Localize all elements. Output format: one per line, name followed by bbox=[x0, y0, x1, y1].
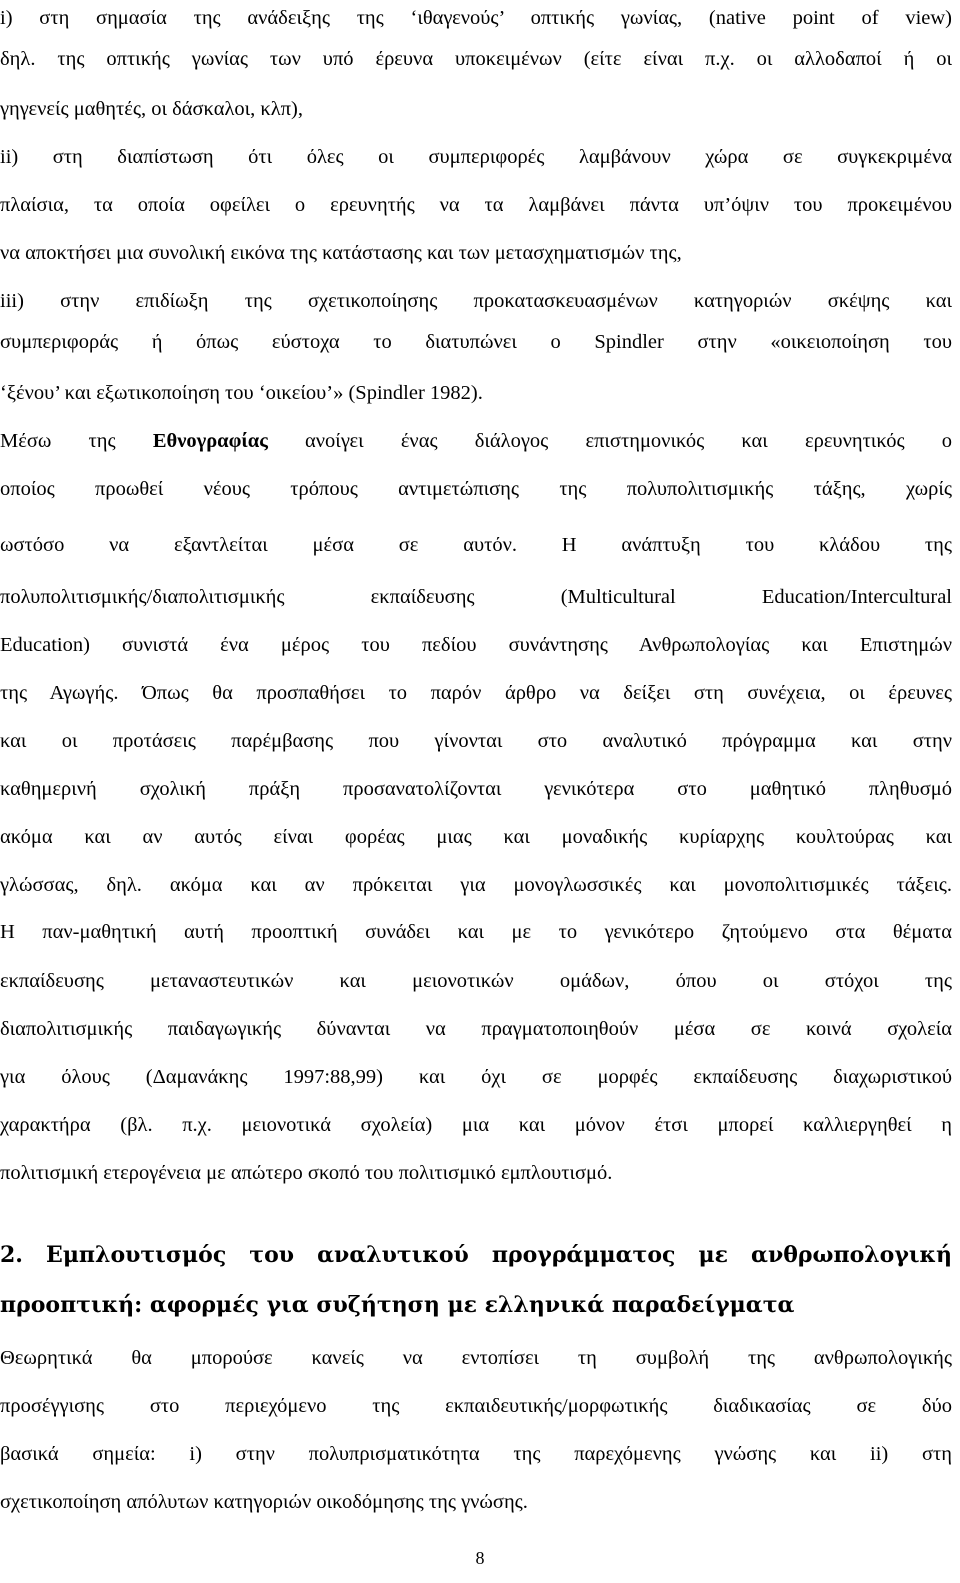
text-line: iii) στην επιδίωξη της σχετικοποίησης προκατασκευασμένων κατηγοριών σκέψης και bbox=[0, 290, 952, 312]
text-line: καθημερινή σχολική πράξη προσανατολίζονται γενικότερα στο μαθητικό πληθυσμό bbox=[0, 778, 952, 800]
text-line: χαρακτήρα (βλ. π.χ. μειονοτικά σχολεία) μια και μόνον έτσι μπορεί καλλιεργηθεί η bbox=[0, 1114, 952, 1136]
text-line: πολιτισμική ετερογένεια με απώτερο σκοπό του πολιτισμικό εμπλουτισμό. bbox=[0, 1162, 613, 1184]
page-number: 8 bbox=[475, 1548, 485, 1568]
text-line: εκπαίδευσης μεταναστευτικών και μειονοτικών ομάδων, όπου οι στόχοι της bbox=[0, 970, 952, 992]
text-line: και οι προτάσεις παρέμβασης που γίνονται στο αναλυτικό πρόγραμμα και στην bbox=[0, 730, 952, 752]
text-line: προσέγγισης στο περιεχόμενο της εκπαιδευτικής/μορφωτικής διαδικασίας σε δύο bbox=[0, 1395, 952, 1417]
ethno-pre: Μέσω της bbox=[0, 430, 153, 452]
section-heading: 2. Εμπλουτισμός του αναλυτικού προγράμματος με ανθρωπολογική bbox=[0, 1242, 952, 1268]
text-line: Θεωρητικά θα μπορούσε κανείς να εντοπίσει τη συμβολή της ανθρωπολογικής bbox=[0, 1347, 952, 1369]
text-line: Education) συνιστά ένα μέρος του πεδίου συνάντησης Ανθρωπολογίας και Επιστημών bbox=[0, 634, 952, 656]
text-line: διαπολιτισμικής παιδαγωγικής δύνανται να πραγματοποιηθούν μέσα σε κοινά σχολεία bbox=[0, 1018, 952, 1040]
text-line: ωστόσο να εξαντλείται μέσα σε αυτόν. Η ανάπτυξη του κλάδου της bbox=[0, 534, 952, 556]
ethnography-line bbox=[0, 429, 952, 453]
text-line: γηγενείς μαθητές, οι δάσκαλοι, κλπ), bbox=[0, 98, 303, 120]
text-line: ακόμα και αν αυτός είναι φορέας μιας και μοναδικής κυρίαρχης κουλτούρας και bbox=[0, 826, 952, 848]
text-line: ii) στη διαπίστωση ότι όλες οι συμπεριφορές λαμβάνουν χώρα σε συγκεκριμένα bbox=[0, 146, 952, 168]
text-line: γλώσσας, δηλ. ακόμα και αν πρόκειται για μονογλωσσικές και μονοπολιτισμικές τάξεις. bbox=[0, 874, 952, 896]
text-line: συμπεριφοράς ή όπως εύστοχα το διατυπώνει ο Spindler στην «οικειοποίηση του bbox=[0, 331, 952, 353]
text-line: βασικά σημεία: i) στην πολυπρισματικότητα της παρεχόμενης γνώσης και ii) στη bbox=[0, 1443, 952, 1465]
ethnography-term: Εθνογραφίας bbox=[152, 430, 268, 452]
text-line: πολυπολιτισμικής/διαπολιτισμικής εκπαίδευσης (Multicultural Education/Intercultural bbox=[0, 586, 952, 608]
text-line: σχετικοποίηση απόλυτων κατηγοριών οικοδόμησης της γνώσης. bbox=[0, 1491, 528, 1513]
text-line: οποίος προωθεί νέους τρόπους αντιμετώπισης της πολυπολιτισμικής τάξης, χωρίς bbox=[0, 478, 952, 500]
text-line: i) στη σημασία της ανάδειξης της ‘ιθαγενούς’ οπτικής γωνίας, (native point of view) bbox=[0, 7, 952, 29]
text-line: δηλ. της οπτικής γωνίας των υπό έρευνα υποκειμένων (είτε είναι π.χ. οι αλλοδαποί ή οι bbox=[0, 48, 952, 70]
text-line: ‘ξένου’ και εξωτικοποίηση του ‘οικείου’» (Spindler 1982). bbox=[0, 382, 483, 404]
text-line: πλαίσια, τα οποία οφείλει ο ερευνητής να τα λαμβάνει πάντα υπ’όψιν του προκειμένου bbox=[0, 194, 952, 216]
text-line: της Αγωγής. Όπως θα προσπαθήσει το παρόν άρθρο να δείξει στη συνέχεια, οι έρευνες bbox=[0, 682, 952, 704]
ethno-post: ανοίγει ένας διάλογος επιστημονικός και ερευνητικός ο bbox=[267, 430, 952, 452]
text-line: για όλους (Δαμανάκης 1997:88,99) και όχι σε μορφές εκπαίδευσης διαχωριστικού bbox=[0, 1066, 952, 1088]
text-line: Η παν-μαθητική αυτή προοπτική συνάδει και με το γενικότερο ζητούμενο στα θέματα bbox=[0, 921, 952, 943]
section-heading: προοπτική: αφορμές για συζήτηση με ελληνικά παραδείγματα bbox=[0, 1292, 795, 1318]
text-line: να αποκτήσει μια συνολική εικόνα της κατάστασης και των μετασχηματισμών της, bbox=[0, 242, 682, 264]
